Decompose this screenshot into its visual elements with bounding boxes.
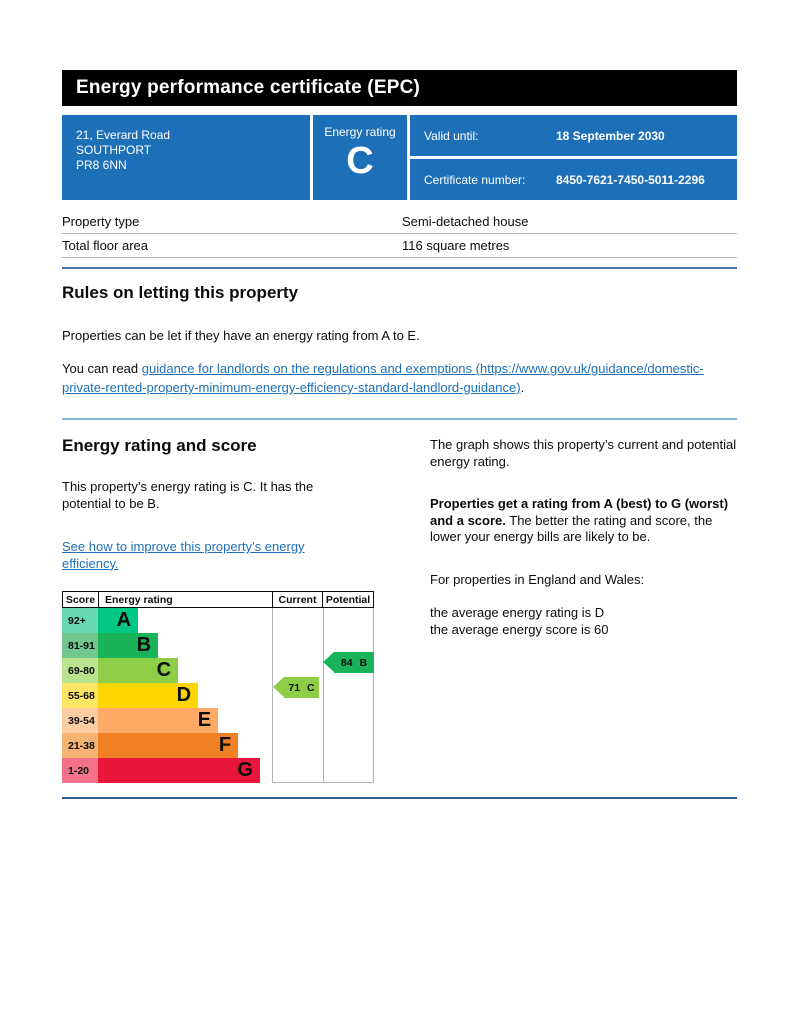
rating-bar: C bbox=[98, 658, 178, 683]
rating-band-d bbox=[62, 683, 374, 708]
bar-track bbox=[98, 633, 272, 658]
landlord-guidance-link[interactable]: guidance for landlords on the regulations and exemptions (https://www.gov.uk/guidance/domestic-private-rented-property-minimum-energy-efficiency-standard-landlord-guidance) bbox=[62, 361, 704, 395]
energy-rating-badge bbox=[313, 115, 407, 200]
chart-header-score: Score bbox=[62, 592, 98, 607]
rating-band-e bbox=[62, 708, 374, 733]
rating-right-column bbox=[430, 437, 740, 638]
average-score-text: the average energy score is 60 bbox=[430, 621, 609, 637]
chart-header-potential: Potential bbox=[322, 592, 374, 607]
section-divider bbox=[62, 267, 737, 269]
rules-paragraph: Properties can be let if they have an energy rating from A to E. bbox=[62, 328, 420, 343]
table-row-property-type bbox=[62, 210, 737, 234]
address-line-1: 21, Everard Road bbox=[76, 128, 171, 142]
score-cell: 92+ bbox=[62, 608, 98, 633]
table-row-floor-area bbox=[62, 234, 737, 258]
certificate-number-value: 8450-7621-7450-5011-2296 bbox=[556, 172, 705, 187]
current-rating-value: 71 C bbox=[284, 677, 319, 698]
chart-header-current: Current bbox=[272, 592, 322, 607]
floor-area-value: 116 square metres bbox=[402, 238, 510, 253]
score-cell: 21-38 bbox=[62, 733, 98, 758]
property-type-value: Semi-detached house bbox=[402, 214, 529, 229]
chart-header-energy-rating: Energy rating bbox=[98, 592, 272, 607]
bar-track bbox=[98, 733, 272, 758]
rating-band-f bbox=[62, 733, 374, 758]
rating-bar: G bbox=[98, 758, 260, 783]
improve-efficiency-link[interactable]: See how to improve this property’s energy efficiency. bbox=[62, 539, 305, 571]
section-divider bbox=[62, 797, 737, 799]
bar-track bbox=[98, 683, 272, 708]
epc-rating-chart bbox=[62, 591, 374, 783]
rating-band-g bbox=[62, 758, 374, 783]
energy-rating-label: Energy rating bbox=[324, 125, 396, 139]
current-arrow bbox=[273, 677, 319, 698]
rules-heading: Rules on letting this property bbox=[62, 283, 299, 302]
score-cell: 69-80 bbox=[62, 658, 98, 683]
rating-band-a bbox=[62, 608, 374, 633]
score-cell: 55-68 bbox=[62, 683, 98, 708]
guidance-link-prefix: You can read bbox=[62, 361, 142, 376]
certificate-meta bbox=[410, 115, 737, 200]
rating-summary-text: This property’s energy rating is C. It has the potential to be B. bbox=[62, 479, 314, 511]
potential-rating-value: 84 B bbox=[334, 652, 374, 673]
certificate-number-label: Certificate number: bbox=[424, 172, 526, 187]
energy-rating-value: C bbox=[346, 140, 374, 182]
bar-track bbox=[98, 608, 272, 633]
rating-explainer-bold: Properties get a rating from A (best) to G (worst) and a score. bbox=[430, 496, 729, 528]
address-line-3: PR8 6NN bbox=[76, 158, 127, 172]
score-cell: 39-54 bbox=[62, 708, 98, 733]
guidance-link-suffix: . bbox=[520, 380, 525, 395]
rating-explainer-rest: The better the rating and score, the lower your energy bills are likely to be. bbox=[430, 512, 713, 544]
rating-bar: A bbox=[98, 608, 138, 633]
average-rating-text: the average energy rating is D bbox=[430, 605, 605, 620]
rating-explainer-text bbox=[430, 496, 740, 546]
chart-body bbox=[62, 608, 374, 783]
england-wales-text: For properties in England and Wales: bbox=[430, 571, 645, 587]
bar-track bbox=[98, 758, 272, 783]
property-details-table bbox=[62, 210, 737, 258]
certificate-number-row bbox=[410, 159, 737, 200]
guidance-paragraph bbox=[62, 359, 737, 397]
left-triangle-icon bbox=[323, 652, 334, 672]
rating-bar: E bbox=[98, 708, 218, 733]
bar-track bbox=[98, 708, 272, 733]
score-cell: 81-91 bbox=[62, 633, 98, 658]
rating-bar: D bbox=[98, 683, 198, 708]
address-line-2: SOUTHPORT bbox=[76, 143, 152, 157]
valid-until-label: Valid until: bbox=[424, 128, 479, 143]
valid-until-row bbox=[410, 115, 737, 156]
left-triangle-icon bbox=[273, 677, 284, 697]
summary-panel bbox=[62, 115, 737, 200]
chart-header bbox=[62, 591, 374, 608]
property-address bbox=[62, 115, 310, 200]
graph-intro-text: The graph shows this property’s current and potential energy rating. bbox=[430, 437, 737, 469]
property-type-label: Property type bbox=[62, 214, 140, 229]
valid-until-value: 18 September 2030 bbox=[556, 128, 665, 143]
rating-bar: F bbox=[98, 733, 238, 758]
rules-section bbox=[62, 283, 737, 397]
score-cell: 1-20 bbox=[62, 758, 98, 783]
rating-heading: Energy rating and score bbox=[62, 436, 257, 455]
floor-area-label: Total floor area bbox=[62, 238, 148, 253]
potential-arrow bbox=[323, 652, 374, 673]
section-divider bbox=[62, 418, 737, 420]
rating-left-column bbox=[62, 436, 350, 572]
rating-bar: B bbox=[98, 633, 158, 658]
bar-track bbox=[98, 658, 272, 683]
page-title: Energy performance certificate (EPC) bbox=[62, 70, 737, 106]
